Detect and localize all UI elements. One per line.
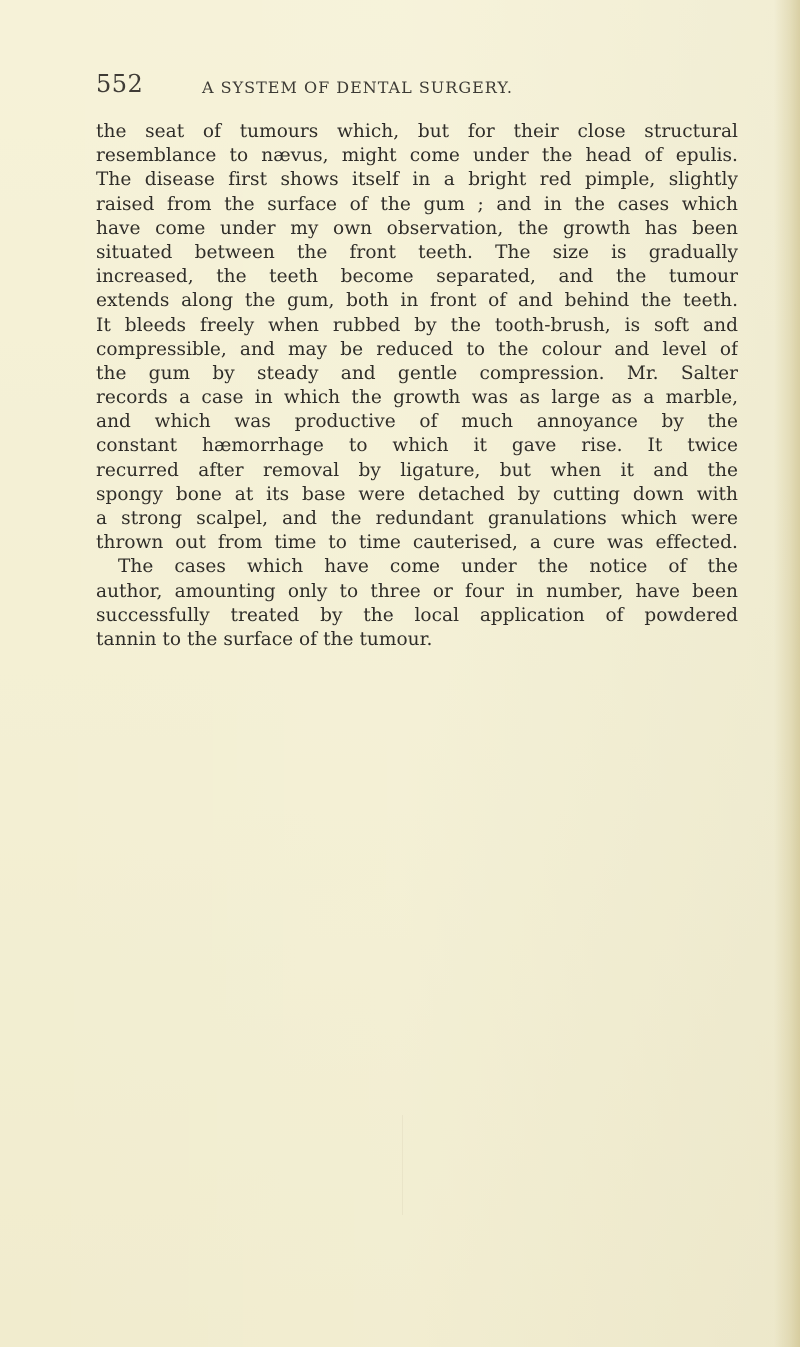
paper-mark — [402, 1115, 403, 1215]
text-line: tannin to the surface of the tumour. — [96, 628, 433, 650]
text-line: It bleeds freely when rubbed by the tooth-brush, is soft and — [96, 314, 738, 336]
text-line: resemblance to nævus, might come under the head of epulis. — [96, 145, 738, 167]
text-line: recurred after removal by ligature, but when it and the — [96, 459, 738, 481]
text-line: thrown out from time to time cauterised, a cure was effected. — [96, 532, 738, 554]
body-paragraph — [96, 120, 738, 652]
text-line: author, amounting only to three or four in number, have been — [96, 580, 738, 602]
text-line: have come under my own observation, the growth has been — [96, 217, 738, 239]
text-line: the seat of tumours which, but for their close structural — [96, 121, 738, 142]
text-line: spongy bone at its base were detached by cutting down with — [96, 483, 738, 505]
text-line: a strong scalpel, and the redundant granulations which were — [96, 508, 738, 529]
page-header — [96, 70, 740, 110]
text-line: constant hæmorrhage to which it gave rise. It twice — [96, 435, 738, 457]
text-line: raised from the surface of the gum ; and in the cases which — [96, 193, 738, 215]
text-line: increased, the teeth become separated, and the tumour — [96, 266, 738, 288]
text-line: and which was productive of much annoyance by the — [96, 411, 738, 433]
text-line: successfully treated by the local application of powdered — [96, 604, 738, 626]
text-line: The disease first shows itself in a bright red pimple, slightly — [96, 169, 738, 191]
running-title: A SYSTEM OF DENTAL SURGERY. — [202, 78, 513, 97]
page-edge-shadow — [774, 0, 800, 1347]
text-line: records a case in which the growth was as large as a marble, — [96, 387, 738, 409]
text-line: extends along the gum, both in front of and behind the teeth. — [96, 290, 738, 312]
text-line: The cases which have come under the notice of the — [118, 556, 738, 578]
text-line: compressible, and may be reduced to the colour and level of — [96, 338, 738, 360]
text-line: the gum by steady and gentle compression. Mr. Salter — [96, 362, 738, 384]
page-number: 552 — [96, 70, 144, 98]
text-line: situated between the front teeth. The size is gradually — [96, 241, 738, 263]
